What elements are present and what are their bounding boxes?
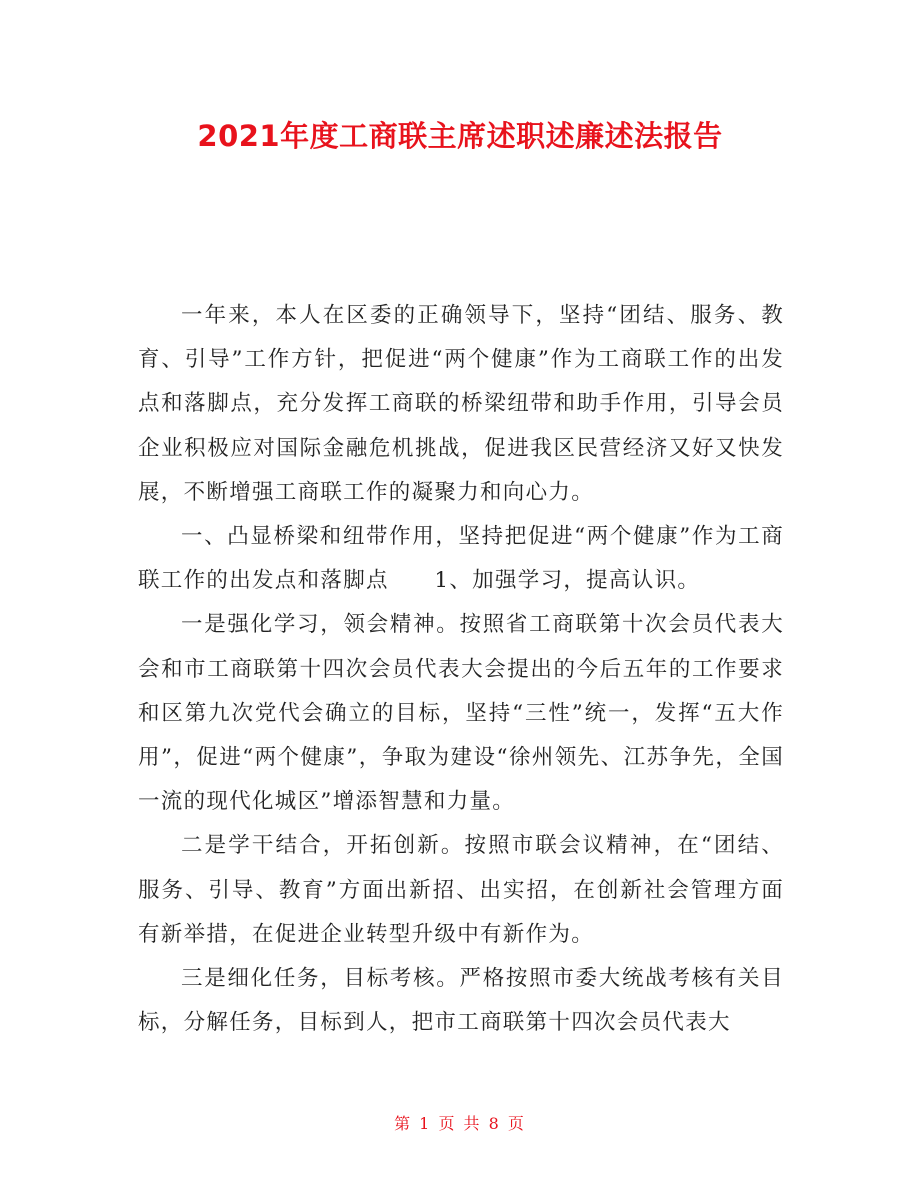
paragraph-point-two: 二是学干结合，开拓创新。按照市联会议精神，在“团结、服务、引导、教育”方面出新招、出实招，在创新社会管理方面有新举措，在促进企业转型升级中有新作为。	[138, 833, 784, 947]
paragraph-point-one: 一是强化学习，领会精神。按照省工商联第十次会员代表大会和市工商联第十四次会员代表大会提出的今后五年的工作要求和区第九次党代会确立的目标，坚持“三性”统一，发挥“五大作用”，促进“两个健康”，争取为建设“徐州领先、江苏争先，全国一流的现代化城区”增添智慧和力量。	[138, 612, 784, 815]
page-number-footer: 第 1 页 共 8 页	[394, 1114, 526, 1133]
paragraph-intro: 一年来，本人在区委的正确领导下，坚持“团结、服务、教育、引导”工作方针，把促进“两个健康”作为工商联工作的出发点和落脚点，充分发挥工商联的桥梁纽带和助手作用，引导会员企业积极应对国际金融危机挑战，促进我区民营经济又好又快发展，不断增强工商联工作的凝聚力和向心力。	[138, 303, 784, 505]
document-title: 2021年度工商联主席述职述廉述法报告	[197, 119, 723, 153]
paragraph-point-three: 三是细化任务，目标考核。严格按照市委大统战考核有关目标，分解任务，目标到人，把市工商联第十四次会员代表大	[138, 966, 784, 1036]
document-body	[138, 294, 784, 1045]
paragraph-section-one: 一、凸显桥梁和纽带作用，坚持把促进“两个健康”作为工商联工作的出发点和落脚点 1、加强学习，提高认识。	[138, 524, 784, 594]
